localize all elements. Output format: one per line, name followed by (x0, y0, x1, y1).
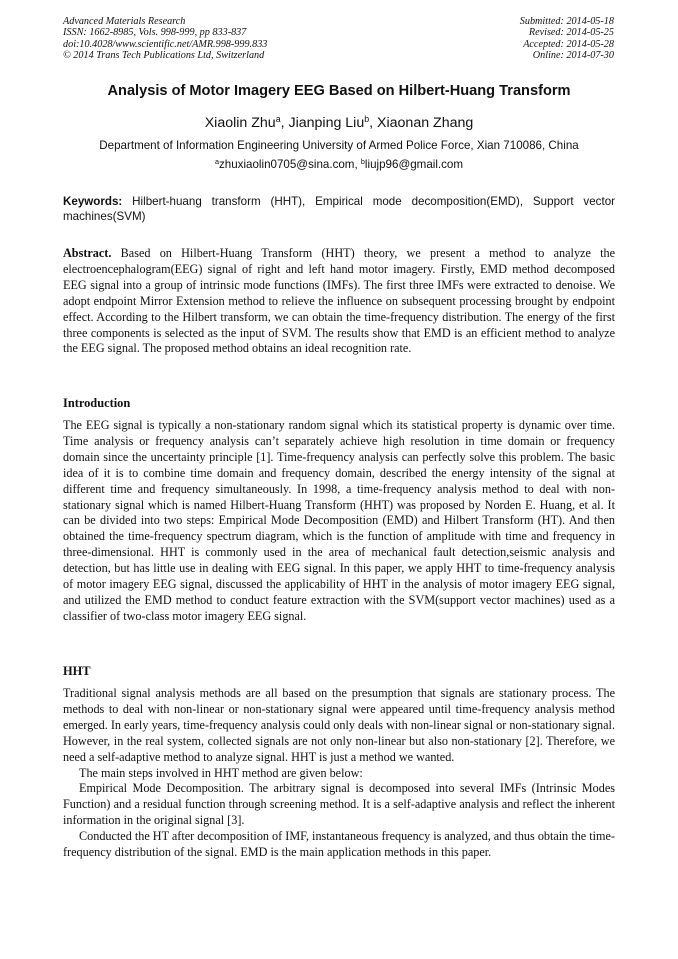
email-1: zhuxiaolin0705@sina.com, (218, 158, 361, 171)
abstract (63, 246, 615, 357)
hht-paragraph: Conducted the HT after decomposition of IMF, instantaneous frequency is analyzed, and thus obtain the time-frequency distribution of the signal. EMD is the main application methods in this paper. (63, 829, 615, 860)
hht-section (63, 686, 615, 861)
author-2-mark: b (364, 114, 370, 125)
hht-paragraph: The main steps involved in HHT method are given below: (79, 765, 363, 780)
author-separator: , (280, 115, 289, 131)
doi-line: doi:10.4028/www.scientific.net/AMR.998-999.833 (63, 38, 268, 50)
hht-paragraph: Empirical Mode Decomposition. The arbitrary signal is decomposed into several IMFs (Intrinsic Modes Function) and a residual function through screening method. It is a self-adaptive analysis and reflect the inherent information in the original signal [3]. (63, 781, 615, 828)
keywords (63, 194, 615, 224)
hht-paragraph: Traditional signal analysis methods are all based on the presumption that signals are stationary process. The methods to deal with non-linear or non-stationary signal were appeared until time-frequency analysis method emerged. In early years, time-frequency analysis could only deals with non-linear signal or non-stationary signal. However, in the real system, collected signals are not only non-linear but also non-stationary [2]. Therefore, we need a self-adaptive method to analyze signal. HHT is just a method we wanted. (63, 686, 615, 764)
journal-name: Advanced Materials Research (63, 16, 186, 27)
author-2: Jianping Liu (288, 115, 365, 131)
dates-info-right (520, 16, 614, 62)
submitted-date: Submitted: 2014-05-18 (519, 16, 614, 27)
section-heading-introduction: Introduction (63, 396, 131, 410)
email-2-mark: b (360, 157, 365, 167)
author-separator: , (369, 115, 378, 131)
author-3: Xiaonan Zhang (377, 115, 474, 131)
email-1-mark: a (214, 157, 219, 167)
introduction-paragraph: The EEG signal is typically a non-stationary random signal which its statistical property is dynamic over time. Time analysis or frequency analysis can’t separately achieve high resolution in time domain or frequency domain since the uncertainty principle [1]. Time-frequency analysis can perfectly solve this problem. The basic idea of it is to combine time domain and frequency domain, described the energy intensity of the signal at different time and frequency simultaneously. In 1998, a time-frequency analysis method to deal with non-stationary signal which is named Hilbert-Huang Transform (HHT) was proposed by Norden E. Huang, et al. It can be divided into two steps: Empirical Mode Decomposition (EMD) and Hilbert Transform (HT). And then obtained the time-frequency spectrum diagram, which is the function of amplitude with time and frequency in three-dimensional. HHT is commonly used in the area of mechanical fault detection,seismic analysis and detection, but has little use in dealing with EEG signal. In this paper, we apply HHT to time-frequency analysis of motor imagery EEG signal, discussed the applicability of HHT in the analysis of motor imagery EEG signal, and utilized the EMD method to conduct feature extraction with the SVM(support vector machines) used as a classifier of two-class motor imagery EEG signal. (63, 418, 615, 623)
issn-line: ISSN: 1662-8985, Vols. 998-999, pp 833-837 (63, 27, 247, 39)
affiliation: Department of Information Engineering University of Armed Police Force, Xian 710086, China (99, 139, 579, 152)
author-1: Xiaolin Zhu (204, 115, 276, 131)
abstract-text: Based on Hilbert-Huang Transform (HHT) theory, we present a method to analyze the electroencephalogram(EEG) signal of right and left hand motor imagery. Firstly, EMD method decomposed EEG signal into a group of intrinsic mode functions (IMFs). The first three IMFs were extracted to denoise. We adopt endpoint Mirror Extension method to relieve the influence on subsequent processing brought by endpoint effect. According to the Hilbert transform, we can obtain the time-frequency distribution. The energy of the first three components is selected as the input of SVM. The results show that EMD is an efficient method to analyze the EEG signal. The proposed method obtains an ideal recognition rate. (63, 246, 615, 356)
copyright-line: © 2014 Trans Tech Publications Ltd, Switzerland (63, 50, 265, 62)
keywords-label: Keywords: (63, 195, 123, 208)
paper-title: Analysis of Motor Imagery EEG Based on Hilbert-Huang Transform (107, 83, 571, 99)
accepted-date: Accepted: 2014-05-28 (523, 38, 614, 50)
email-2: liujp96@gmail.com (364, 158, 464, 171)
keywords-text: Hilbert-huang transform (HHT), Empirical mode decomposition(EMD), Support vector machines(SVM) (63, 195, 615, 223)
author-1-mark: a (275, 114, 281, 125)
online-date: Online: 2014-07-30 (532, 50, 614, 62)
journal-info-left (63, 16, 267, 62)
revised-date: Revised: 2014-05-25 (528, 27, 614, 39)
author-list (0, 115, 678, 131)
abstract-label: Abstract. (63, 246, 112, 260)
section-heading-hht: HHT (63, 664, 91, 678)
email-line (0, 158, 678, 171)
